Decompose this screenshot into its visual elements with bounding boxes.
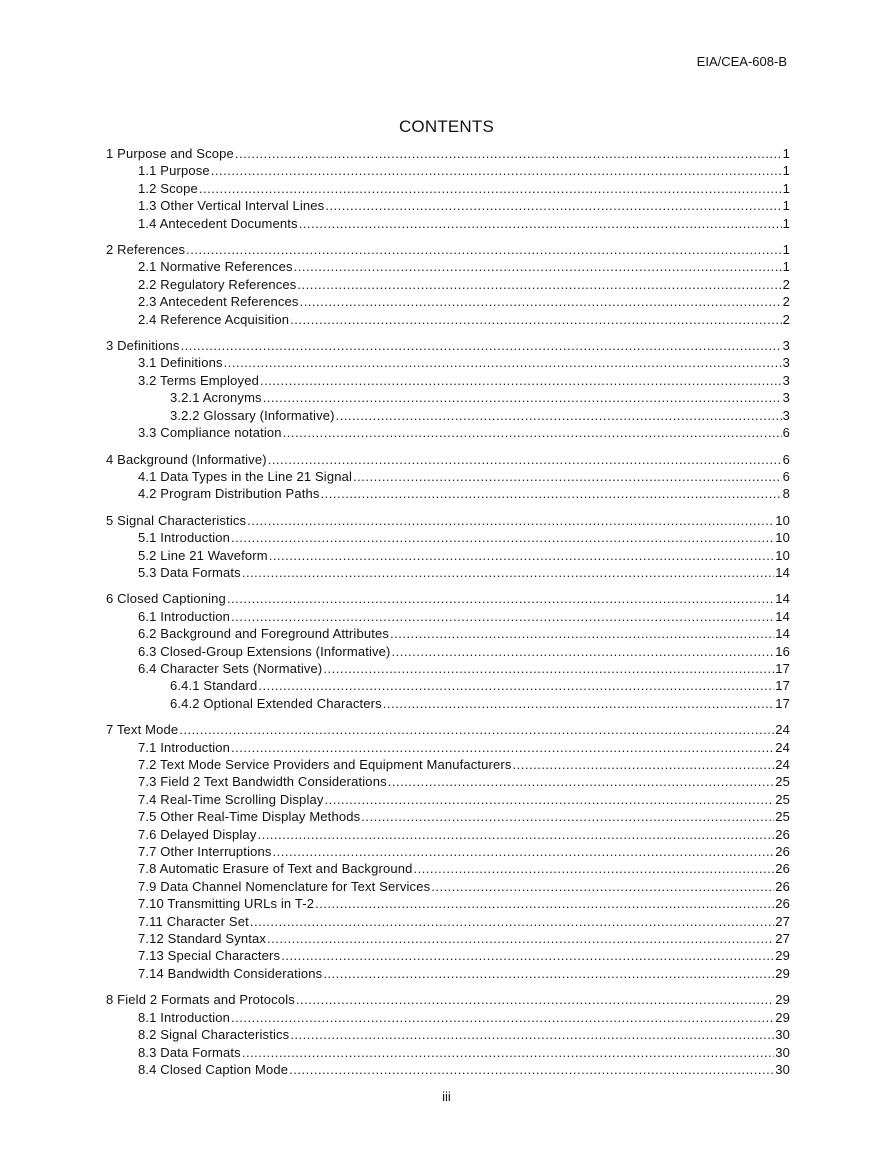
dot-leader bbox=[281, 947, 774, 964]
toc-entry[interactable] bbox=[106, 843, 790, 860]
toc-entry-page: 27 bbox=[775, 913, 790, 929]
dot-leader bbox=[388, 773, 775, 790]
toc-entry-page: 17 bbox=[775, 678, 790, 694]
toc-entry[interactable] bbox=[106, 241, 790, 258]
dot-leader bbox=[199, 180, 782, 197]
toc-entry-page: 3 bbox=[782, 407, 790, 423]
dot-leader bbox=[224, 354, 782, 371]
dot-leader bbox=[260, 372, 782, 389]
toc-entry-label: 8.1 Introduction bbox=[138, 1009, 231, 1025]
toc-entry[interactable] bbox=[106, 547, 790, 564]
toc-entry-page: 14 bbox=[775, 564, 790, 580]
toc-entry-label: 4.2 Program Distribution Paths bbox=[138, 486, 320, 502]
toc-entry-page: 3 bbox=[782, 338, 790, 354]
toc-entry-page: 6 bbox=[782, 468, 790, 484]
toc-entry-page: 26 bbox=[775, 896, 790, 912]
dot-leader bbox=[290, 311, 781, 328]
toc-entry-page: 14 bbox=[775, 626, 790, 642]
toc-entry[interactable] bbox=[106, 660, 790, 677]
toc-entry[interactable] bbox=[106, 721, 790, 738]
toc-entry-label: 5.3 Data Formats bbox=[138, 564, 241, 580]
toc-section bbox=[106, 721, 790, 982]
toc-entry[interactable] bbox=[106, 451, 790, 468]
dot-leader bbox=[325, 197, 781, 214]
toc-entry[interactable] bbox=[106, 389, 790, 406]
dot-leader bbox=[242, 564, 774, 581]
toc-entry-page: 14 bbox=[775, 608, 790, 624]
toc-entry-label: 3 Definitions bbox=[106, 338, 180, 354]
toc-entry[interactable] bbox=[106, 162, 790, 179]
dot-leader bbox=[211, 162, 782, 179]
toc-entry-page: 16 bbox=[775, 643, 790, 659]
toc-entry[interactable] bbox=[106, 215, 790, 232]
toc-entry-page: 29 bbox=[775, 965, 790, 981]
toc-entry-label: 7.5 Other Real-Time Display Methods bbox=[138, 809, 361, 825]
toc-entry-label: 5.1 Introduction bbox=[138, 530, 231, 546]
dot-leader bbox=[231, 608, 774, 625]
toc-entry[interactable] bbox=[106, 695, 790, 712]
toc-entry-label: 3.3 Compliance notation bbox=[138, 425, 282, 441]
toc-entry-label: 6.4.1 Standard bbox=[170, 678, 258, 694]
toc-entry[interactable] bbox=[106, 485, 790, 502]
dot-leader bbox=[390, 625, 774, 642]
toc-section bbox=[106, 145, 790, 232]
dot-leader bbox=[227, 590, 774, 607]
toc-entry[interactable] bbox=[106, 372, 790, 389]
toc-section bbox=[106, 337, 790, 441]
toc-entry-page: 10 bbox=[775, 512, 790, 528]
toc-entry[interactable] bbox=[106, 529, 790, 546]
toc-entry-page: 2 bbox=[782, 294, 790, 310]
toc-entry-page: 29 bbox=[775, 992, 790, 1008]
toc-entry-page: 6 bbox=[782, 451, 790, 467]
toc-entry[interactable] bbox=[106, 424, 790, 441]
toc-entry-page: 3 bbox=[782, 390, 790, 406]
dot-leader bbox=[231, 529, 774, 546]
toc-entry-page: 1 bbox=[782, 198, 790, 214]
toc-entry-page: 25 bbox=[775, 774, 790, 790]
page-number-footer: iii bbox=[442, 1089, 451, 1104]
toc-entry-label: 4 Background (Informative) bbox=[106, 451, 267, 467]
toc-entry[interactable] bbox=[106, 407, 790, 424]
dot-leader bbox=[336, 407, 782, 424]
toc-entry[interactable] bbox=[106, 991, 790, 1008]
dot-leader bbox=[361, 808, 774, 825]
toc-entry-page: 1 bbox=[782, 146, 790, 161]
toc-entry-page: 26 bbox=[775, 861, 790, 877]
toc-entry-label: 5.2 Line 21 Waveform bbox=[138, 547, 268, 563]
toc-entry-page: 2 bbox=[782, 276, 790, 292]
toc-entry-label: 7.4 Real-Time Scrolling Display bbox=[138, 791, 324, 807]
toc-entry-label: 6.4 Character Sets (Normative) bbox=[138, 660, 323, 676]
toc-entry-page: 6 bbox=[782, 425, 790, 441]
dot-leader bbox=[297, 276, 781, 293]
toc-entry-label: 2 References bbox=[106, 242, 186, 258]
toc-entry[interactable] bbox=[106, 677, 790, 694]
toc-entry-page: 1 bbox=[782, 180, 790, 196]
toc-entry-page: 29 bbox=[775, 948, 790, 964]
dot-leader bbox=[268, 451, 782, 468]
dot-leader bbox=[323, 965, 774, 982]
toc-entry-label: 3.2.2 Glossary (Informative) bbox=[170, 407, 335, 423]
toc-entry[interactable] bbox=[106, 276, 790, 293]
toc-entry[interactable] bbox=[106, 354, 790, 371]
dot-leader bbox=[269, 547, 775, 564]
toc-entry-label: 2.3 Antecedent References bbox=[138, 294, 299, 310]
toc-entry[interactable] bbox=[106, 258, 790, 275]
toc-entry-label: 3.1 Definitions bbox=[138, 355, 223, 371]
dot-leader bbox=[235, 145, 782, 162]
toc-entry[interactable] bbox=[106, 337, 790, 354]
toc-entry[interactable] bbox=[106, 180, 790, 197]
toc-entry-label: 3.2 Terms Employed bbox=[138, 372, 259, 388]
dot-leader bbox=[267, 930, 774, 947]
toc-section bbox=[106, 451, 790, 503]
toc-entry[interactable] bbox=[106, 1026, 790, 1043]
table-of-contents bbox=[106, 145, 790, 1087]
toc-entry[interactable] bbox=[106, 930, 790, 947]
toc-entry[interactable] bbox=[106, 791, 790, 808]
dot-leader bbox=[179, 721, 774, 738]
toc-entry-page: 10 bbox=[775, 530, 790, 546]
toc-entry-label: 8.3 Data Formats bbox=[138, 1044, 241, 1060]
toc-entry[interactable] bbox=[106, 311, 790, 328]
toc-section bbox=[106, 512, 790, 582]
toc-entry[interactable] bbox=[106, 1044, 790, 1061]
toc-entry-page: 29 bbox=[775, 1009, 790, 1025]
toc-entry[interactable] bbox=[106, 739, 790, 756]
toc-entry[interactable] bbox=[106, 564, 790, 581]
toc-entry-page: 1 bbox=[782, 242, 790, 258]
dot-leader bbox=[231, 739, 774, 756]
toc-entry-label: 7.3 Field 2 Text Bandwidth Considerations bbox=[138, 774, 387, 790]
toc-entry-label: 8 Field 2 Formats and Protocols bbox=[106, 992, 295, 1008]
toc-entry[interactable] bbox=[106, 756, 790, 773]
toc-entry-label: 3.2.1 Acronyms bbox=[170, 390, 262, 406]
dot-leader bbox=[513, 756, 775, 773]
toc-entry-label: 1.1 Purpose bbox=[138, 163, 210, 179]
toc-entry-page: 25 bbox=[775, 791, 790, 807]
dot-leader bbox=[258, 677, 774, 694]
toc-entry-label: 8.2 Signal Characteristics bbox=[138, 1027, 290, 1043]
toc-entry[interactable] bbox=[106, 878, 790, 895]
toc-entry[interactable] bbox=[106, 468, 790, 485]
toc-entry[interactable] bbox=[106, 826, 790, 843]
toc-entry-label: 7.9 Data Channel Nomenclature for Text Services bbox=[138, 878, 431, 894]
toc-entry[interactable] bbox=[106, 1061, 790, 1078]
dot-leader bbox=[296, 991, 774, 1008]
toc-entry-label: 6.2 Background and Foreground Attributes bbox=[138, 626, 389, 642]
toc-entry-page: 24 bbox=[775, 722, 790, 738]
toc-section bbox=[106, 241, 790, 328]
dot-leader bbox=[353, 468, 782, 485]
toc-entry-label: 7.8 Automatic Erasure of Text and Background bbox=[138, 861, 413, 877]
toc-entry[interactable] bbox=[106, 965, 790, 982]
toc-entry-label: 7.6 Delayed Display bbox=[138, 826, 257, 842]
dot-leader bbox=[315, 895, 774, 912]
dot-leader bbox=[325, 791, 775, 808]
dot-leader bbox=[323, 660, 774, 677]
toc-entry-label: 1.3 Other Vertical Interval Lines bbox=[138, 198, 325, 214]
dot-leader bbox=[181, 337, 782, 354]
toc-entry-label: 1.2 Scope bbox=[138, 180, 198, 196]
toc-entry-page: 25 bbox=[775, 809, 790, 825]
toc-entry-label: 2.1 Normative References bbox=[138, 259, 293, 275]
dot-leader bbox=[242, 1044, 774, 1061]
toc-entry-page: 24 bbox=[775, 739, 790, 755]
toc-entry-label: 5 Signal Characteristics bbox=[106, 512, 247, 528]
toc-entry-page: 10 bbox=[775, 547, 790, 563]
toc-entry-page: 14 bbox=[775, 591, 790, 607]
toc-entry-label: 7.10 Transmitting URLs in T-2 bbox=[138, 896, 315, 912]
toc-entry-label: 6.4.2 Optional Extended Characters bbox=[170, 695, 382, 711]
toc-entry-page: 1 bbox=[782, 163, 790, 179]
toc-entry-page: 17 bbox=[775, 695, 790, 711]
toc-entry[interactable] bbox=[106, 608, 790, 625]
toc-entry[interactable] bbox=[106, 512, 790, 529]
toc-entry-page: 26 bbox=[775, 878, 790, 894]
dot-leader bbox=[257, 826, 774, 843]
toc-entry-label: 6.1 Introduction bbox=[138, 608, 231, 624]
toc-entry-label: 7.1 Introduction bbox=[138, 739, 231, 755]
document-id-header: EIA/CEA-608-B bbox=[696, 54, 787, 69]
toc-entry-page: 30 bbox=[775, 1044, 790, 1060]
toc-section bbox=[106, 590, 790, 712]
dot-leader bbox=[290, 1026, 774, 1043]
toc-entry[interactable] bbox=[106, 293, 790, 310]
toc-entry-label: 2.4 Reference Acquisition bbox=[138, 311, 290, 327]
dot-leader bbox=[392, 643, 775, 660]
dot-leader bbox=[321, 485, 782, 502]
toc-entry-label: 7 Text Mode bbox=[106, 722, 179, 738]
dot-leader bbox=[186, 241, 781, 258]
toc-entry[interactable] bbox=[106, 1009, 790, 1026]
toc-section bbox=[106, 991, 790, 1078]
toc-entry[interactable] bbox=[106, 625, 790, 642]
toc-entry[interactable] bbox=[106, 895, 790, 912]
toc-entry-page: 26 bbox=[775, 826, 790, 842]
toc-entry-label: 6.3 Closed-Group Extensions (Informative) bbox=[138, 643, 391, 659]
toc-entry-label: 7.14 Bandwidth Considerations bbox=[138, 965, 323, 981]
dot-leader bbox=[273, 843, 775, 860]
dot-leader bbox=[299, 215, 782, 232]
toc-entry[interactable] bbox=[106, 808, 790, 825]
toc-entry-page: 30 bbox=[775, 1061, 790, 1077]
toc-entry[interactable] bbox=[106, 590, 790, 607]
dot-leader bbox=[289, 1061, 774, 1078]
page-title: CONTENTS bbox=[398, 117, 495, 136]
dot-leader bbox=[231, 1009, 774, 1026]
toc-entry[interactable] bbox=[106, 773, 790, 790]
toc-entry-page: 17 bbox=[775, 660, 790, 676]
toc-entry-label: 7.7 Other Interruptions bbox=[138, 844, 272, 860]
toc-entry-label: 1 Purpose and Scope bbox=[106, 146, 234, 161]
dot-leader bbox=[413, 860, 774, 877]
dot-leader bbox=[300, 293, 782, 310]
dot-leader bbox=[431, 878, 774, 895]
toc-entry-page: 3 bbox=[782, 372, 790, 388]
toc-entry-label: 1.4 Antecedent Documents bbox=[138, 215, 298, 231]
toc-entry-page: 8 bbox=[782, 486, 790, 502]
toc-entry-page: 26 bbox=[775, 844, 790, 860]
toc-entry-label: 4.1 Data Types in the Line 21 Signal bbox=[138, 468, 353, 484]
toc-entry-label: 7.2 Text Mode Service Providers and Equipment Manufacturers bbox=[138, 757, 512, 772]
toc-entry[interactable] bbox=[106, 197, 790, 214]
toc-entry-label: 7.11 Character Set bbox=[138, 913, 249, 929]
toc-entry-label: 6 Closed Captioning bbox=[106, 591, 226, 607]
toc-entry-label: 8.4 Closed Caption Mode bbox=[138, 1061, 289, 1077]
toc-entry-page: 2 bbox=[782, 311, 790, 327]
toc-entry[interactable] bbox=[106, 913, 790, 930]
dot-leader bbox=[294, 258, 782, 275]
toc-entry[interactable] bbox=[106, 947, 790, 964]
dot-leader bbox=[247, 512, 774, 529]
dot-leader bbox=[283, 424, 782, 441]
toc-entry-page: 30 bbox=[775, 1027, 790, 1043]
toc-entry[interactable] bbox=[106, 145, 790, 162]
dot-leader bbox=[383, 695, 774, 712]
toc-entry-page: 24 bbox=[775, 757, 790, 772]
toc-entry[interactable] bbox=[106, 643, 790, 660]
toc-entry-page: 27 bbox=[775, 931, 790, 947]
toc-entry-label: 7.13 Special Characters bbox=[138, 948, 281, 964]
toc-entry-label: 7.12 Standard Syntax bbox=[138, 931, 267, 947]
dot-leader bbox=[263, 389, 782, 406]
toc-entry[interactable] bbox=[106, 860, 790, 877]
toc-entry-label: 2.2 Regulatory References bbox=[138, 276, 297, 292]
toc-entry-page: 3 bbox=[782, 355, 790, 371]
toc-entry-page: 1 bbox=[782, 259, 790, 275]
toc-entry-page: 1 bbox=[782, 215, 790, 231]
dot-leader bbox=[250, 913, 774, 930]
